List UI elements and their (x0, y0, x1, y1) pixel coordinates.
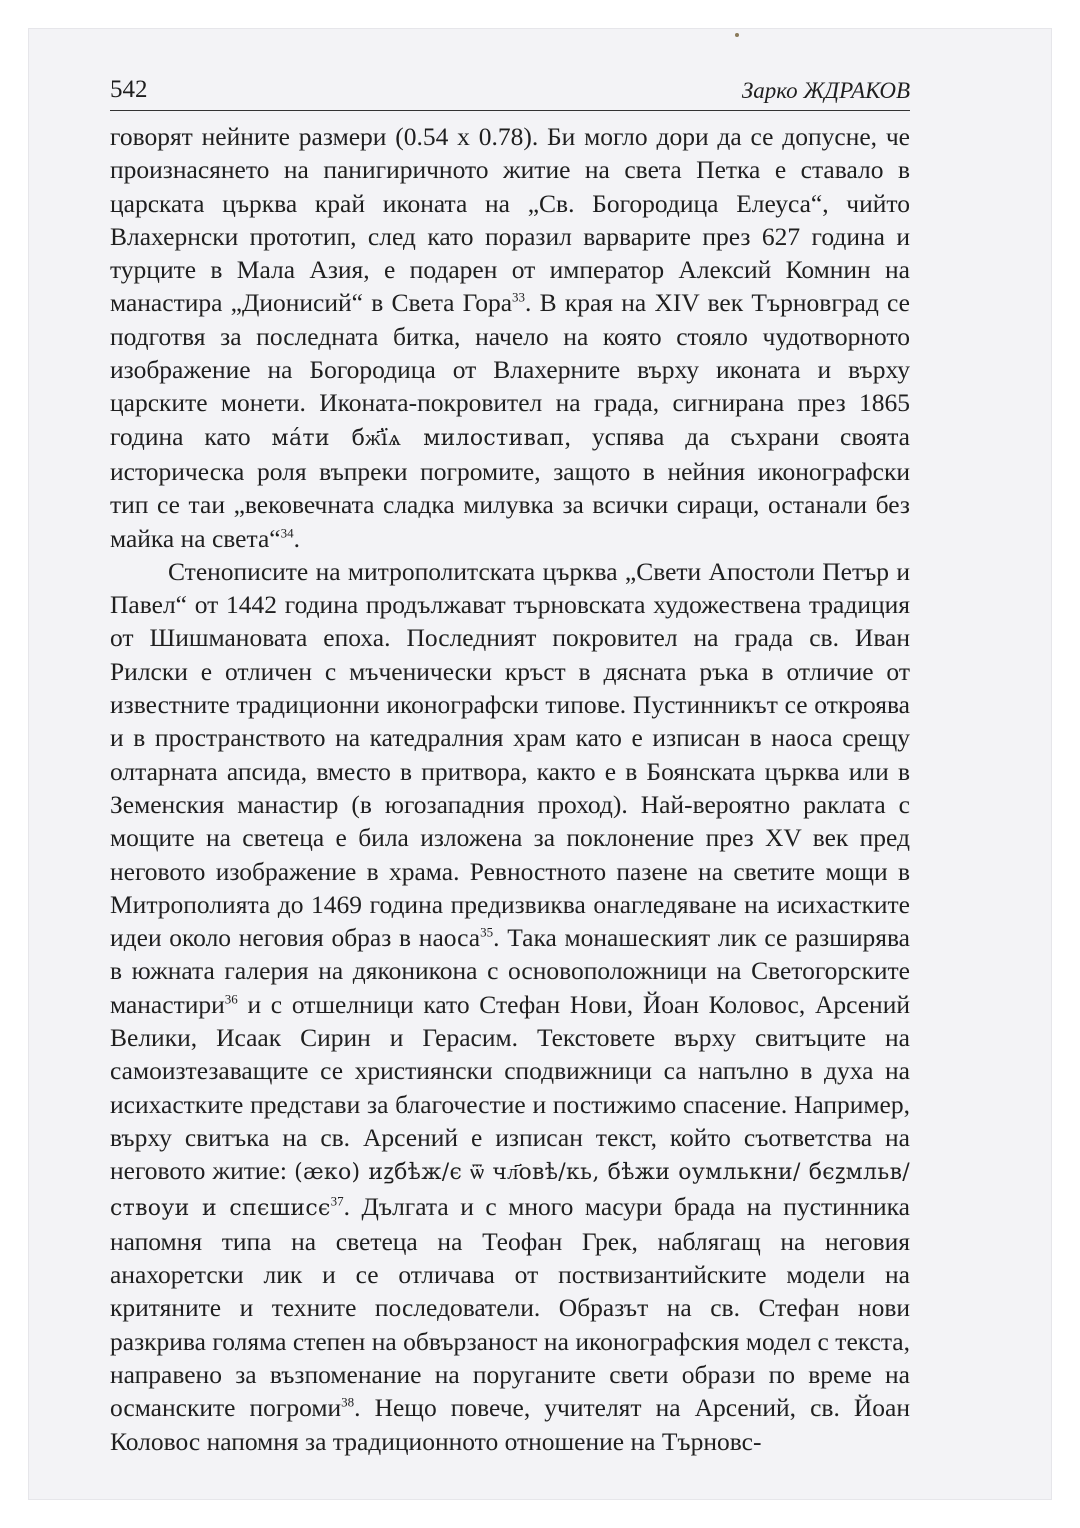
paper-speck (735, 33, 739, 37)
page-header (110, 70, 910, 111)
footnote-ref: 33 (512, 289, 526, 305)
paragraph (110, 120, 910, 555)
footnote-ref: 37 (330, 1192, 344, 1208)
footnote-ref: 38 (341, 1394, 355, 1410)
running-head: Зарко ЖДРАКОВ (741, 78, 910, 103)
text-segment: . Нещо повече, учителят на Арсений, св. Йоан Коловос напомня за традиционното отношение на Търновс- (110, 1393, 910, 1456)
footnote-ref: 35 (480, 924, 494, 940)
text-segment: , успява да съхрани своята историческа роля въпреки погромите, защото в нейния иконографски тип се таи „вековечната сладка милувка за всички сираци, останали без майка на света“ (110, 421, 910, 553)
footnote-ref: 34 (280, 524, 294, 540)
church-slavonic-text: мáти бж҃їѧ милостивап (271, 425, 565, 451)
paragraph (110, 555, 910, 1458)
text-segment: . (293, 523, 300, 553)
text-segment: . Така монашеският лик се разширява в южната галерия на дяконикона с основоположници на Светогорските манастири (110, 923, 910, 1019)
church-slavonic-text: (ӕко) иꙁбѣж/є ѿ чл҃овѣ/кь, бѣжи оумлькни/ бєꙁмльв/ствоуи и спєшисє (110, 1160, 910, 1221)
text-segment: Стенописите на митрополитската църква „Свети Апостоли Петър и Павел“ от 1442 година продължават търновската художествена традиция от Шишмановата епоха. Последният покровител на града св. Иван Рилски е отличен с мъченически кръст в дясната ръка в отличие от известните традиционни иконографски типове. Пустинникът се откроява и в пространството на катедралния храм като е изписан в наоса срещу олтарната апсида, вместо в притвора, както е в Боянската църква или в Земенския манастир (в югозападния проход). Най-вероятно раклата с мощите на светеца е била изложена за поклонение през XV век пред неговото изображение в храма. Ревностното пазене на светите мощи в Митрополията до 1469 година предизвиква онагледяване на исихастките идеи около неговия образ в наоса (110, 556, 910, 953)
text-segment: . В края на XIV век Търновград се подготвя за последната битка, начело на която стояло чудотворното изображение на Богородица от Влахерните върху иконата и върху царските монети. Иконата-покровител на града, сигнирана през 1865 година като (110, 288, 910, 451)
text-segment: говорят нейните размери (0.54 х 0.78). Би могло дори да се допусне, че произнасянето на панигиричното житие на света Петка е ставало в царската църква край иконата на „Св. Богородица Елеуса“, чийто Влахернски прототип, след като поразил варварите през 627 година и турците в Мала Азия, е подарен от император Алексий Комнин на манастира „Дионисий“ в Света Гора (110, 122, 910, 318)
page-number: 542 (110, 76, 148, 103)
text-segment: . Дългата и с много масури брада на пустинника напомня типа на светеца на Теофан Грек, наблягащ на неговия анахоретски лик и се отличава от поствизантийските модели на критяните и техните последователи. Образът на св. Стефан нови разкрива голяма степен на обвързаност на иконографския модел с текста, направено за възпоменание на поруганите свети образи по време на османските погроми (110, 1191, 910, 1423)
body-text (110, 120, 910, 1458)
text-segment: и с отшелници като Стефан Нови, Йоан Коловос, Арсений Велики, Исаак Сирин и Герасим. Текстовете върху свитъците на самоизтезаващите се християнски сподвижници са напълно в духа на исихастките представи за благочестие и постижимо спасение. Например, върху свитъка на св. Арсений е изписан текст, който съответства на неговото житие: (110, 989, 910, 1186)
footnote-ref: 36 (224, 990, 238, 1006)
